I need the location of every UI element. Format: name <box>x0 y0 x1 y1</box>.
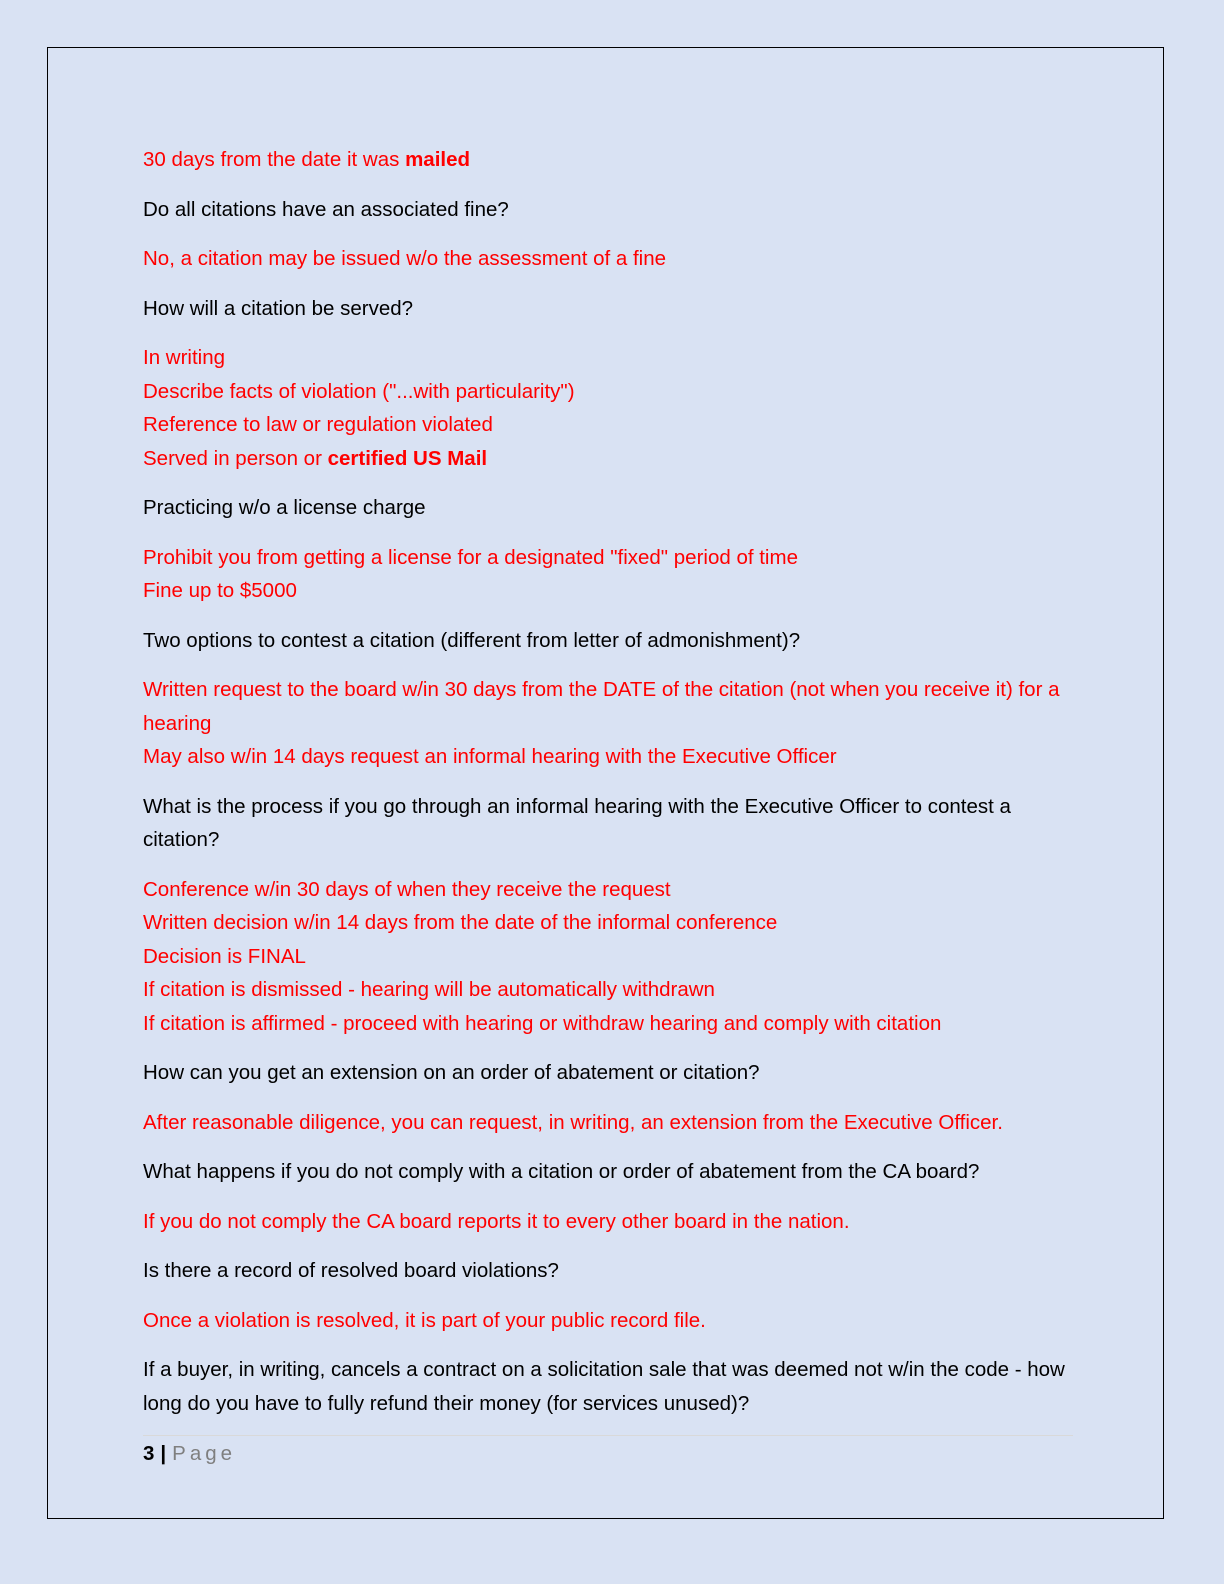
question-paragraph <box>143 193 1078 227</box>
answer-paragraph <box>143 1304 1078 1338</box>
text-line <box>143 541 1078 575</box>
answer-paragraph <box>143 341 1078 475</box>
page-number: 3 <box>143 1442 155 1465</box>
text-line <box>143 973 1078 1007</box>
text-run: What happens if you do not comply with a citation or order of abatement from the CA board? <box>143 1160 980 1183</box>
text-line <box>143 375 1078 409</box>
text-run: Is there a record of resolved board violations? <box>143 1259 559 1282</box>
text-line <box>143 1304 1078 1338</box>
text-run: Do all citations have an associated fine? <box>143 197 509 221</box>
text-line <box>143 408 1078 442</box>
text-run: Once a violation is resolved, it is part of your public record file. <box>143 1308 706 1332</box>
question-paragraph <box>143 1155 1078 1189</box>
text-run: Prohibit you from getting a license for a designated "fixed" period of time <box>143 545 798 569</box>
question-paragraph <box>143 1353 1078 1420</box>
text-line <box>143 673 1078 740</box>
text-run: 30 days from the date it was <box>143 148 406 171</box>
text-run: May also w/in 14 days request an informal hearing with the Executive Officer <box>143 745 837 768</box>
text-line <box>143 1106 1078 1140</box>
text-run: Fine up to $5000 <box>143 579 297 602</box>
answer-paragraph <box>143 673 1078 774</box>
text-line <box>143 940 1078 974</box>
question-paragraph <box>143 292 1078 326</box>
text-line <box>143 1155 1078 1189</box>
text-run: Decision is FINAL <box>143 944 306 968</box>
text-run: How will a citation be served? <box>143 296 414 320</box>
bold-text: certified US Mail <box>327 446 488 470</box>
text-line <box>143 906 1078 940</box>
text-run: How can you get an extension on an order of abatement or citation? <box>143 1061 760 1084</box>
text-run: No, a citation may be issued w/o the assessment of a fine <box>143 247 667 270</box>
text-line <box>143 1254 1078 1288</box>
text-line <box>143 242 1078 276</box>
question-paragraph <box>143 624 1078 658</box>
text-line <box>143 790 1078 857</box>
text-line <box>143 740 1078 774</box>
text-line <box>143 1056 1078 1090</box>
text-line <box>143 143 1078 177</box>
answer-paragraph <box>143 1106 1078 1140</box>
bold-text: mailed <box>405 148 471 171</box>
footer-separator: | <box>160 1442 167 1465</box>
question-paragraph <box>143 1056 1078 1090</box>
text-line <box>143 442 1078 476</box>
text-line <box>143 341 1078 375</box>
text-run: Describe facts of violation ("...with particularity") <box>143 379 575 403</box>
text-run: Conference w/in 30 days of when they receive the request <box>143 877 671 901</box>
document-body <box>143 143 1078 1436</box>
text-line <box>143 873 1078 907</box>
text-run: What is the process if you go through an informal hearing with the Executive Officer to contest a citation? <box>143 794 1011 851</box>
question-paragraph <box>143 491 1078 525</box>
text-run: Written request to the board w/in 30 days from the DATE of the citation (not when you receive it) for a hearing <box>143 678 1060 735</box>
footer-divider <box>143 1435 1073 1436</box>
answer-paragraph <box>143 242 1078 276</box>
text-line <box>143 292 1078 326</box>
text-run: Reference to law or regulation violated <box>143 413 493 436</box>
text-line <box>143 1205 1078 1239</box>
text-run: Two options to contest a citation (different from letter of admonishment)? <box>143 628 801 652</box>
text-run: Served in person or <box>143 446 328 470</box>
answer-paragraph <box>143 873 1078 1041</box>
page-footer <box>143 1440 236 1468</box>
text-line <box>143 574 1078 608</box>
answer-paragraph <box>143 143 1078 177</box>
text-line <box>143 1007 1078 1041</box>
text-run: Written decision w/in 14 days from the date of the informal conference <box>143 911 778 934</box>
text-run: After reasonable diligence, you can request, in writing, an extension from the Executive Officer. <box>143 1110 1003 1134</box>
text-run: If you do not comply the CA board reports it to every other board in the nation. <box>143 1209 850 1233</box>
question-paragraph <box>143 790 1078 857</box>
answer-paragraph <box>143 1205 1078 1239</box>
text-run: Practicing w/o a license charge <box>143 496 426 519</box>
answer-paragraph <box>143 541 1078 608</box>
text-run: If citation is affirmed - proceed with hearing or withdraw hearing and comply with citation <box>143 1011 942 1035</box>
text-run: If a buyer, in writing, cancels a contract on a solicitation sale that was deemed not w/in the code - how long do you have to fully refund their money (for services unused)? <box>143 1358 1065 1415</box>
text-line <box>143 1353 1078 1420</box>
text-run: If citation is dismissed - hearing will be automatically withdrawn <box>143 978 715 1001</box>
page-label: Page <box>172 1442 237 1465</box>
text-line <box>143 193 1078 227</box>
text-line <box>143 624 1078 658</box>
text-line <box>143 491 1078 525</box>
text-run: In writing <box>143 346 226 369</box>
question-paragraph <box>143 1254 1078 1288</box>
